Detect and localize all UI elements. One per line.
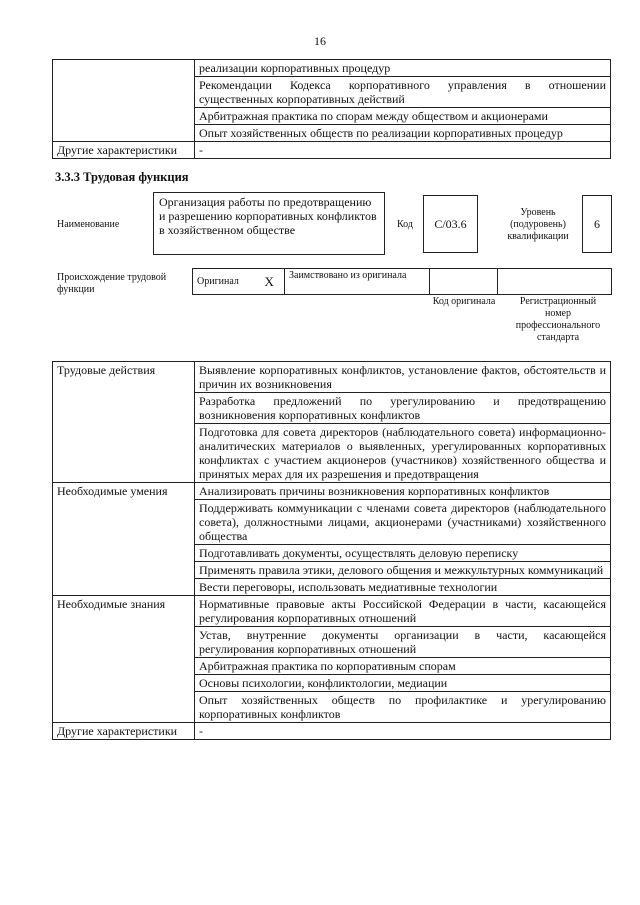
level-label: Уровень (подуровень) квалификации bbox=[507, 207, 569, 242]
actions-label: Трудовые действия bbox=[53, 362, 195, 483]
top-table-row: Рекомендации Кодекса корпоративного управления в отношении существенных корпоративных действий bbox=[195, 77, 611, 108]
function-name-box bbox=[153, 192, 385, 255]
action-row: Разработка предложений по урегулированию и предотвращению возникновения корпоративных конфликтов bbox=[195, 393, 611, 424]
name-label: Наименование bbox=[57, 219, 120, 230]
action-row: Подготовка для совета директоров (наблюдательного совета) информационно-аналитических материалов о выявленных, урегулированных корпоративных конфликтах с участием акционеров (участников) хозяйственного общества и принятых мерах для их разрешения и предотвращения bbox=[195, 424, 611, 483]
top-other-value: - bbox=[195, 142, 611, 159]
origin-label: Происхождение трудовой функции bbox=[57, 272, 167, 295]
code-label: Код bbox=[397, 219, 413, 230]
top-table-row: Опыт хозяйственных обществ по реализации корпоративных процедур bbox=[195, 125, 611, 142]
top-table-row: реализации корпоративных процедур bbox=[195, 60, 611, 77]
skills-label: Необходимые умения bbox=[53, 483, 195, 596]
skill-row: Вести переговоры, использовать медиативные технологии bbox=[195, 579, 611, 596]
main-other-label: Другие характеристики bbox=[53, 723, 195, 740]
original-label: Оригинал bbox=[193, 269, 255, 295]
code-caption: Код оригинала bbox=[432, 296, 496, 307]
knowledge-row: Арбитражная практика по корпоративным спорам bbox=[195, 658, 611, 675]
top-knowledge-table bbox=[52, 59, 611, 159]
section-heading: 3.3.3 Трудовая функция bbox=[55, 170, 189, 184]
knowledge-row: Опыт хозяйственных обществ по профилактике и урегулированию корпоративных конфликтов bbox=[195, 692, 611, 723]
main-other-value: - bbox=[195, 723, 611, 740]
original-mark: X bbox=[255, 269, 285, 295]
top-table-row: Арбитражная практика по спорам между обществом и акционерами bbox=[195, 108, 611, 125]
origin-code-cell bbox=[430, 269, 498, 295]
knowledge-row: Устав, внутренние документы организации в части, касающейся регулирования корпоративных отношений bbox=[195, 627, 611, 658]
page-number: 16 bbox=[314, 34, 326, 48]
skill-row: Поддерживать коммуникации с членами совета директоров (наблюдательного совета), должностными лицами, акционерами (участниками) хозяйственного общества bbox=[195, 500, 611, 545]
borrowed-label: Заимствовано из оригинала bbox=[285, 269, 430, 295]
code-box bbox=[423, 195, 478, 253]
skill-row: Применять правила этики, делового общения и межкультурных коммуникаций bbox=[195, 562, 611, 579]
top-table-empty-label bbox=[53, 60, 195, 142]
reg-caption: Регистрационный номер профессионального стандарта bbox=[515, 296, 601, 343]
function-name: Организация работы по предотвращению и разрешению корпоративных конфликтов в хозяйственном обществе bbox=[159, 195, 377, 237]
knowledge-row: Нормативные правовые акты Российской Федерации в части, касающейся регулирования корпоративных отношений bbox=[195, 596, 611, 627]
level-box bbox=[582, 195, 612, 253]
code-value: С/03.6 bbox=[434, 216, 467, 231]
top-other-label: Другие характеристики bbox=[53, 142, 195, 159]
action-row: Выявление корпоративных конфликтов, установление фактов, обстоятельств и причин их возникновения bbox=[195, 362, 611, 393]
knowledge-row: Основы психологии, конфликтологии, медиации bbox=[195, 675, 611, 692]
level-value: 6 bbox=[594, 216, 600, 231]
origin-reg-cell bbox=[498, 269, 612, 295]
skill-row: Анализировать причины возникновения корпоративных конфликтов bbox=[195, 483, 611, 500]
origin-table bbox=[192, 268, 612, 295]
function-details-table bbox=[52, 361, 611, 740]
knowledge-label: Необходимые знания bbox=[53, 596, 195, 723]
skill-row: Подготавливать документы, осуществлять деловую переписку bbox=[195, 545, 611, 562]
